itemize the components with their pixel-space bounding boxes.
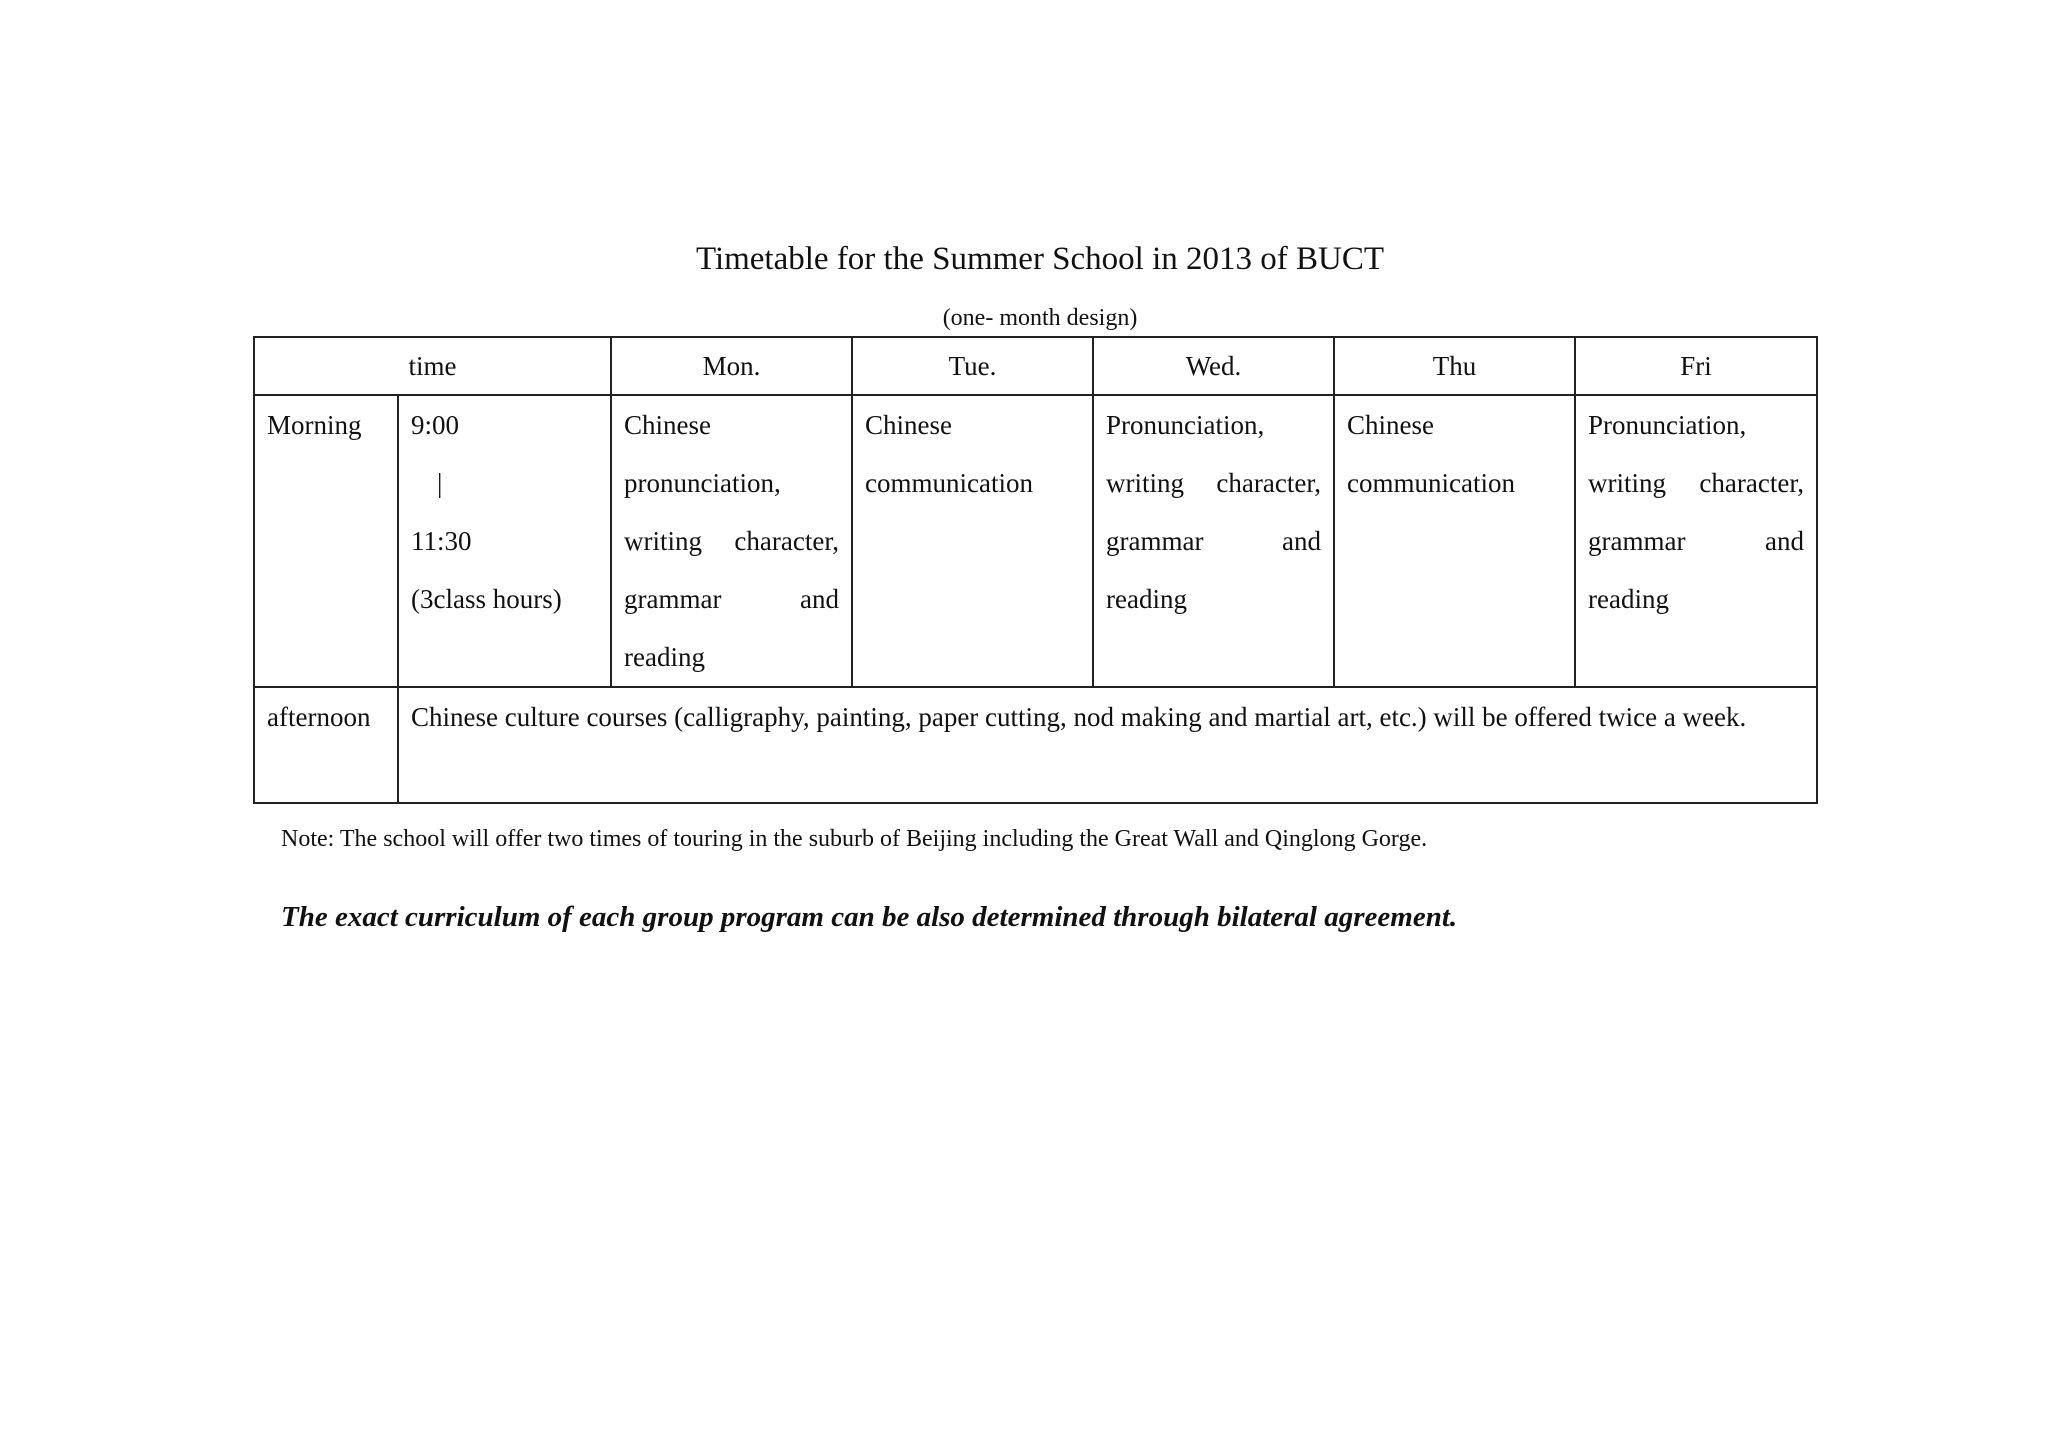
morning-thu: Chinese communication <box>1334 395 1575 687</box>
morning-tue: Chinese communication <box>852 395 1093 687</box>
header-mon: Mon. <box>611 337 852 395</box>
table-row-afternoon <box>254 687 1817 803</box>
afternoon-label: afternoon <box>254 687 398 803</box>
table-header-row <box>254 337 1817 395</box>
header-tue: Tue. <box>852 337 1093 395</box>
header-fri: Fri <box>1575 337 1817 395</box>
page-subtitle: (one- month design) <box>942 305 1138 331</box>
morning-fri: Pronunciation, writing character, grammar and reading <box>1575 395 1817 687</box>
page-title: Timetable for the Summer School in 2013 of BUCT <box>695 241 1385 277</box>
morning-wed: Pronunciation, writing character, grammar and reading <box>1093 395 1334 687</box>
table-row-morning <box>254 395 1817 687</box>
afternoon-text: Chinese culture courses (calligraphy, painting, paper cutting, nod making and martial art, etc.) will be offered twice a week. <box>398 687 1817 803</box>
morning-time <box>398 395 611 687</box>
emphasis-text: The exact curriculum of each group program can be also determined through bilateral agreement. <box>281 901 1458 933</box>
morning-start-time: 9:00 <box>411 410 460 440</box>
header-time: time <box>254 337 611 395</box>
header-wed: Wed. <box>1093 337 1334 395</box>
morning-end-time: 11:30 <box>411 526 472 556</box>
morning-mon: Chinese pronunciation, writing character, grammar and reading <box>611 395 852 687</box>
note-text: Note: The school will offer two times of touring in the suburb of Beijing including the Great Wall and Qinglong Gorge. <box>281 826 1428 852</box>
morning-label: Morning <box>254 395 398 687</box>
timetable <box>253 336 1818 804</box>
header-thu: Thu <box>1334 337 1575 395</box>
morning-time-separator: | <box>437 468 443 498</box>
morning-class-hours: (3class hours) <box>411 584 562 614</box>
